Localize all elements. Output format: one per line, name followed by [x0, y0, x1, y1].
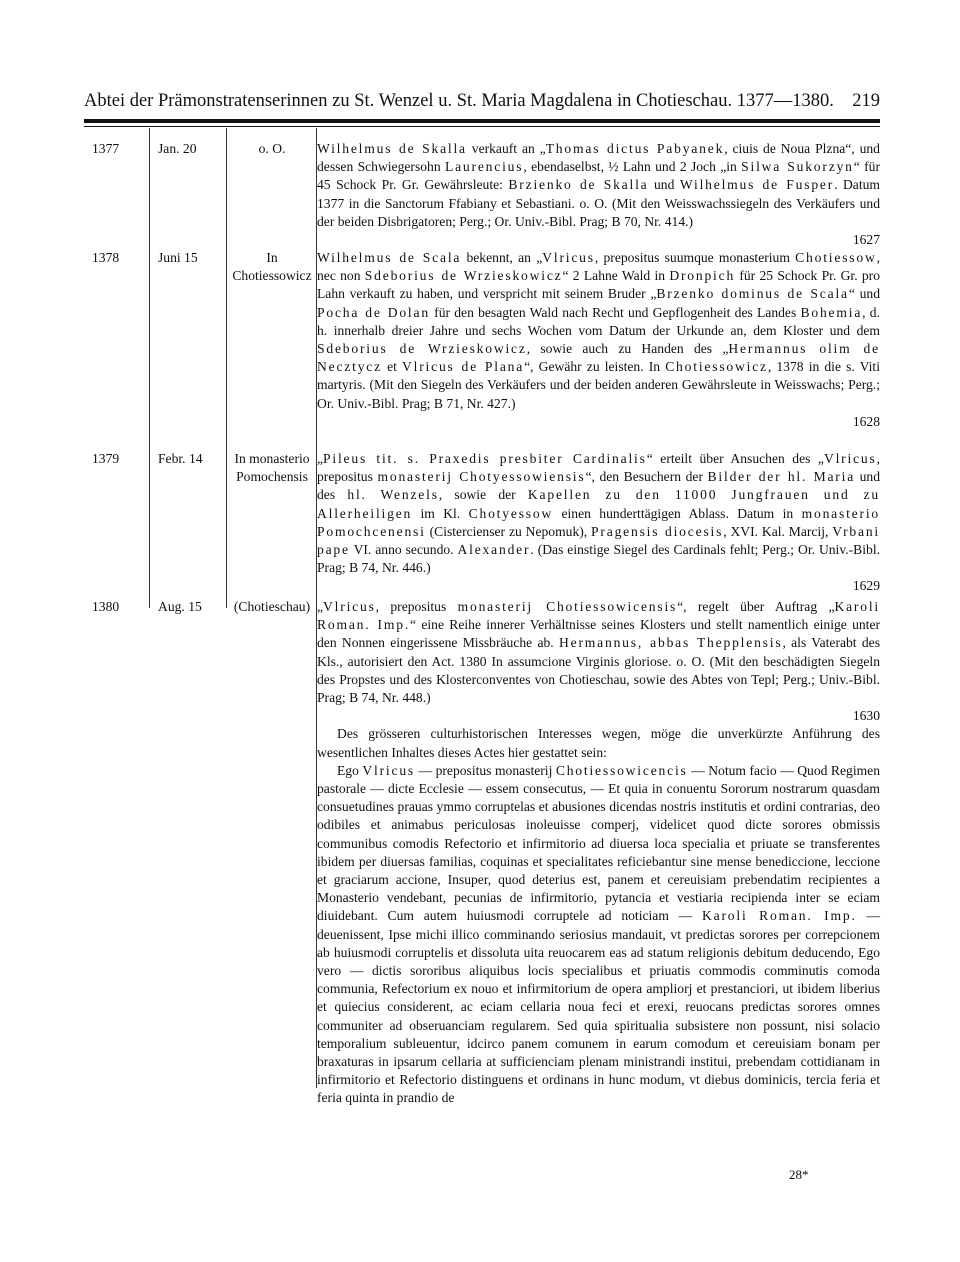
text-run: , 1378 in die s. Viti martyris. (Mit den Siegeln des Verkäufers und der beiden anderen Gewährsleute in Weisswachs; Perg.; Or. Univ.-Bibl. Prag; B 71, Nr. 427.): [317, 359, 880, 411]
text-run: , prepositus suumque monasterium: [594, 250, 796, 265]
spaced-name: Vlricus de Plana: [402, 359, 525, 375]
spaced-name: Karoli Roman. Imp.: [702, 908, 857, 924]
text-run: — Notum facio — Quod Regimen pastorale — dicte Ecclesie — essem consecutus, — Et quia in conuentu Sororum nostrarum quasdam consuetudines prauas ymmo corruptelas et abusiones dicendas nostris institutis et ordini contrarias, deo odibiles et animabus periculosas inoleuisse comperj, videlicet quod dicte sorores obmissis communibus comodis Refectorio et infirmitorio ad diuersa loca specialia et priuate se transferentes ibidem per diuersas familias, coquinas et specialitates reficiebantur sine mense benediccione, leccione et graciarum accione, Insuper, quod deterius est, panem et cereuisiam prebendatim recipientes a Monasterio vendebant, pecunias de infirmitorio, pytancia et vestiaria recipienda inter se eciam diuidebant. Cum autem huiusmodi corruptele ad noticiam —: [317, 762, 880, 924]
text-run: “, Gewähr zu leisten. In: [524, 359, 666, 375]
text-run: “ eine Reihe innerer Verhältnisse seines Klosters und stellt namentlich einige unter den Nonnen eingerissene Missbräuche ab.: [317, 617, 881, 651]
spaced-name: Thomas dictus Pabyanek: [545, 141, 725, 156]
text-run: Des grösseren culturhistorischen Interesses wegen, möge die unverkürzte Anführung des wesentlichen Inhaltes dieses Actes hier gestattet sein:: [317, 726, 880, 760]
spaced-name: Pileus tit. s. Praxedis presbiter Cardinalis: [323, 451, 647, 466]
spaced-name: Wilhelmus de Fusper: [679, 177, 835, 193]
entry-text: [317, 450, 880, 596]
spaced-name: Vlricus: [542, 250, 595, 265]
spaced-name: Kapellen zu den 11000 Jungfrauen und zu Allerheiligen: [317, 487, 880, 521]
spaced-name: Sdeborius de Wrzieskowicz: [364, 268, 563, 284]
spaced-name: Pocha de Dolan: [317, 304, 430, 320]
entry-paragraph: [317, 140, 880, 231]
text-run: „: [317, 599, 324, 614]
entry-number: 1628: [852, 413, 880, 429]
text-run: “, den Besuchern der: [585, 469, 708, 485]
spaced-name: Hermannus, abbas Thepplensis: [559, 635, 783, 651]
text-run: für 25 Schock Pr. Gr. pro Lahn verkauft zu haben, und verspricht mit seinem Bruder „: [317, 268, 880, 302]
text-run: et: [381, 359, 403, 375]
spaced-name: Chotiessow: [795, 250, 877, 265]
text-run: . (Das einstige Siegel des Cardinals fehlt; Perg.; Or. Univ.-Bibl. Prag; B 74, Nr. 446.): [317, 542, 880, 576]
text-run: , ciuis de Noua Plzna“, und dessen Schwiegersohn: [317, 141, 880, 175]
text-run: verkauft an „: [466, 141, 546, 156]
entry-place: o. O.: [258, 141, 286, 156]
spaced-name: Pragensis diocesis: [591, 523, 724, 539]
header-title: Abtei der Prämonstratenserinnen zu St. Wenzel u. St. Maria Magdalena in Chotieschau. 1377—1380.: [84, 91, 834, 111]
spaced-name: Brzenko dominus de Scala: [656, 286, 849, 302]
text-run: , als Vaterabt des Kls., autorisiert den Act. 1380 In assumcione Virginis gloriose. o. O. (Mit den beschädigten Siegeln des Propstes und des Klosterconventes von Chotieschau, sowie des Abtes von Tepl; Perg.; Univ.-Bibl. Prag; B 74, Nr. 448.): [317, 635, 880, 706]
entry-date: Jan. 20: [158, 141, 197, 156]
spaced-name: hl. Wenzels: [347, 487, 439, 503]
spaced-name: Karoli Roman. Imp.: [317, 599, 881, 633]
column-divider-year: [149, 128, 150, 608]
spaced-name: monasterij Chotiessowicensis: [457, 599, 678, 614]
entry-text: [317, 140, 880, 249]
entry-year: 1380: [92, 599, 120, 614]
spaced-name: Sdeborius de Wrzieskowicz: [317, 341, 527, 357]
entry-year: 1377: [92, 141, 120, 156]
entry-year: 1378: [92, 250, 120, 265]
spaced-name: Alexander: [457, 542, 531, 558]
entry-paragraph: [317, 450, 880, 577]
entry-text: [317, 249, 880, 431]
text-run: , XVI. Kal. Marcij,: [723, 523, 833, 539]
entry-paragraph: [317, 598, 880, 707]
text-run: , d. h. innerhalb dreier Jahre und sechs Wochen vom Datum der Urkunde an, dem Kloster und dem: [317, 304, 880, 338]
spaced-name: Chotiessowicencis: [555, 762, 688, 778]
header-rule-thin: [84, 126, 880, 127]
text-run: „: [317, 451, 324, 466]
spaced-name: Chotyessow: [468, 505, 554, 521]
text-run: “ 2 Lahne Wald in: [562, 268, 670, 284]
spaced-name: Silwa Sukorzyn: [741, 159, 854, 175]
text-run: “ erteilt über Ansuchen des „: [646, 451, 824, 466]
spaced-name: Vlricus: [362, 762, 416, 778]
text-run: bekennt, an „: [461, 250, 543, 265]
page-number: 219: [852, 91, 880, 111]
entry-place: In monasterio Pomochensis: [234, 451, 310, 485]
spaced-name: Wilhelmus de Skalla: [317, 141, 467, 156]
spaced-name: Bohemia: [800, 304, 863, 320]
text-run: und des: [317, 469, 881, 503]
text-run: Ego: [337, 762, 363, 778]
spaced-name: Vlricus: [323, 599, 376, 614]
column-divider-date: [226, 128, 227, 608]
text-run: im Kl.: [412, 505, 469, 521]
entry-date: Febr. 14: [158, 451, 203, 466]
spaced-name: Chotiessowicz: [665, 359, 768, 375]
spaced-name: Vlricus: [823, 451, 877, 466]
text-run: , nec non: [317, 250, 881, 284]
text-run: , prepositus: [317, 451, 880, 485]
entry-date: Aug. 15: [158, 599, 202, 614]
text-run: einen hunderttägigen Ablass. Datum in: [553, 505, 802, 521]
running-header: [84, 88, 880, 114]
entry-text: [317, 598, 880, 1108]
entry-paragraph: [317, 249, 880, 413]
text-run: , prepositus: [375, 599, 458, 614]
text-run: , sowie auch zu Handen des „: [526, 341, 729, 357]
text-run: , sowie der: [438, 487, 528, 503]
text-run: — deuenissent, Ipse michi illico comminando seriosius mandauit, vt predictas sorores per correpcionem ab huiusmodi corruptelis et dissoluta uita reuocarem eas ad statum religionis debitum deducendo, Ego vero — dictis sororibus aliquibus locis specialibus et priuatis commodis comminutis comoda communia, Refectorium ex nouo et infirmitorium de opera ampliorj et prestanciori, ut ibidem liberius et quiecius considerent, ac eciam cellaria noua feci et erexi, reuocans predictas sorores omnes communiter ad obseruanciam regularem. Sed quia spiritualia subsistere non possunt, nisi solacio temporalium subleuentur, idcirco panem comunem in earum comodum et cereuisiam bonam per braxaturas in ipsarum cellaria at sufficienciam plenam ministrandi institui, prebendam cottidianam in infirmitorio et Refectorio distinguens et ordinans in hunc modum, vt diebus dominicis, tercia feria et feria quinta in prandio de: [317, 908, 881, 1106]
spaced-name: Vrbani pape: [317, 523, 881, 558]
entry-year: 1379: [92, 451, 120, 466]
text-run: “ für 45 Schock Pr. Gr. Gewährsleute:: [317, 159, 880, 193]
text-run: — prepositus monasterij: [415, 762, 556, 778]
entry-number: 1629: [852, 578, 880, 594]
spaced-name: monasterio Pomochcenensi: [317, 505, 880, 539]
commentary-paragraph: [317, 725, 880, 761]
entry-number: 1630: [852, 708, 880, 724]
entry-date: Juni 15: [158, 250, 198, 265]
text-run: (Cistercienser zu Nepomuk),: [425, 523, 592, 539]
header-rule-thick: [84, 119, 880, 123]
spaced-name: Wilhelmus de Scala: [317, 250, 462, 265]
text-run: “, regelt über Auftrag „: [677, 599, 835, 614]
text-run: “ und: [848, 286, 881, 302]
entry-number: 1627: [852, 232, 880, 248]
spaced-name: Laurencius: [444, 159, 524, 175]
text-run: . Datum 1377 in die Sanctorum Ffabiany et Sebastiani. o. O. (Mit den Weisswachssiegeln des Verkäufers und der beiden Disbrigatoren; Perg.; Or. Univ.-Bibl. Prag; B 70, Nr. 414.): [317, 177, 880, 229]
entry-place: (Chotieschau): [233, 599, 311, 614]
spaced-name: Brzienko de Skalla: [508, 177, 649, 193]
text-run: für den besagten Wald nach Recht und Gepflogenheit des Landes: [429, 304, 801, 320]
text-run: VI. anno secundo.: [349, 542, 458, 558]
text-run: und: [648, 177, 680, 193]
entry-place: In Chotiessowicz: [232, 250, 312, 284]
spaced-name: monasterij Chotyessowiensis: [377, 469, 586, 485]
spaced-name: Bilder der hl. Maria: [707, 469, 856, 485]
text-run: , ebendaselbst, ½ Lahn und 2 Joch „in: [523, 159, 742, 175]
spaced-name: Dronpich: [669, 268, 736, 284]
signature-mark: 28*: [789, 1167, 809, 1182]
spaced-name: Hermannus olim de Necztycz: [317, 341, 880, 375]
latin-quotation: [317, 762, 880, 1108]
